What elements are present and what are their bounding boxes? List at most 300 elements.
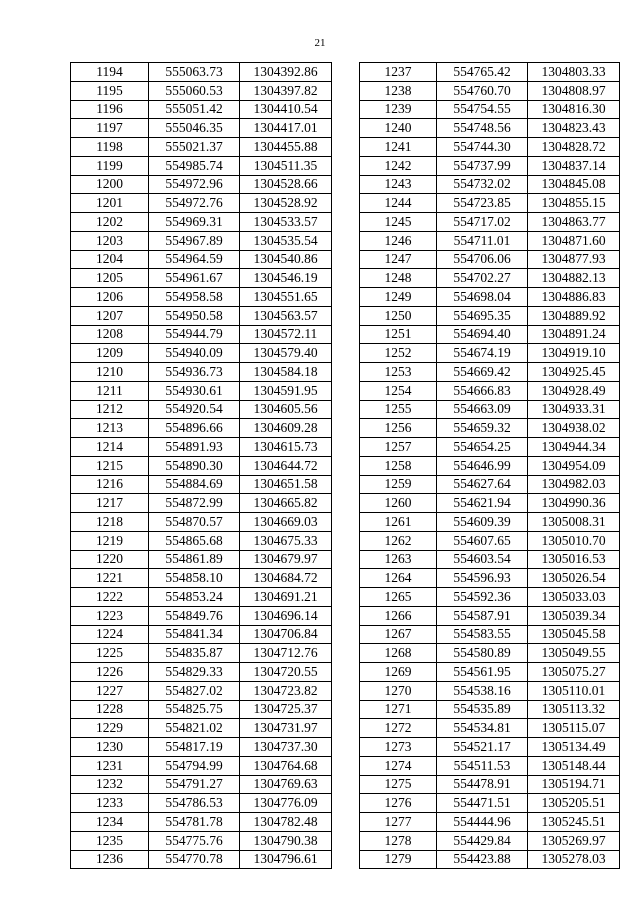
y-coordinate-cell: 1304796.61 [240, 850, 332, 869]
table-row [71, 738, 332, 757]
x-coordinate-cell: 554950.58 [149, 306, 240, 325]
x-coordinate-cell: 554592.36 [437, 588, 528, 607]
y-coordinate-cell: 1304417.01 [240, 119, 332, 138]
x-coordinate-cell: 554791.27 [149, 775, 240, 794]
y-coordinate-cell: 1304675.33 [240, 531, 332, 550]
point-number-cell: 1220 [71, 550, 149, 569]
y-coordinate-cell: 1304877.93 [528, 250, 620, 269]
x-coordinate-cell: 554669.42 [437, 363, 528, 382]
y-coordinate-cell: 1305269.97 [528, 831, 620, 850]
point-number-cell: 1240 [360, 119, 437, 138]
y-coordinate-cell: 1304928.49 [528, 381, 620, 400]
point-number-cell: 1202 [71, 213, 149, 232]
point-number-cell: 1213 [71, 419, 149, 438]
x-coordinate-cell: 554646.99 [437, 456, 528, 475]
point-number-cell: 1248 [360, 269, 437, 288]
y-coordinate-cell: 1304691.21 [240, 588, 332, 607]
table-row [71, 81, 332, 100]
table-row [360, 344, 620, 363]
point-number-cell: 1271 [360, 700, 437, 719]
table-row [360, 213, 620, 232]
point-number-cell: 1279 [360, 850, 437, 869]
point-number-cell: 1236 [71, 850, 149, 869]
table-row [71, 325, 332, 344]
table-row [71, 831, 332, 850]
point-number-cell: 1208 [71, 325, 149, 344]
y-coordinate-cell: 1305278.03 [528, 850, 620, 869]
table-row [71, 419, 332, 438]
x-coordinate-cell: 554964.59 [149, 250, 240, 269]
x-coordinate-cell: 554659.32 [437, 419, 528, 438]
y-coordinate-cell: 1304615.73 [240, 438, 332, 457]
y-coordinate-cell: 1304511.35 [240, 156, 332, 175]
page-number: 21 [314, 37, 326, 49]
y-coordinate-cell: 1304609.28 [240, 419, 332, 438]
point-number-cell: 1238 [360, 81, 437, 100]
table-row [71, 756, 332, 775]
x-coordinate-cell: 554872.99 [149, 494, 240, 513]
point-number-cell: 1263 [360, 550, 437, 569]
x-coordinate-cell: 554890.30 [149, 456, 240, 475]
table-row [71, 306, 332, 325]
point-number-cell: 1203 [71, 231, 149, 250]
point-number-cell: 1259 [360, 475, 437, 494]
table-row [71, 475, 332, 494]
point-number-cell: 1197 [71, 119, 149, 138]
y-coordinate-cell: 1304828.72 [528, 138, 620, 157]
point-number-cell: 1199 [71, 156, 149, 175]
table-row [360, 494, 620, 513]
point-number-cell: 1216 [71, 475, 149, 494]
y-coordinate-cell: 1304769.63 [240, 775, 332, 794]
point-number-cell: 1194 [71, 63, 149, 82]
x-coordinate-cell: 554748.56 [437, 119, 528, 138]
point-number-cell: 1223 [71, 606, 149, 625]
x-coordinate-cell: 554849.76 [149, 606, 240, 625]
x-coordinate-cell: 554663.09 [437, 400, 528, 419]
table-row [360, 531, 620, 550]
coordinates-table-left [70, 62, 332, 869]
y-coordinate-cell: 1304808.97 [528, 81, 620, 100]
table-row [360, 700, 620, 719]
point-number-cell: 1232 [71, 775, 149, 794]
y-coordinate-cell: 1305134.49 [528, 738, 620, 757]
table-row [71, 194, 332, 213]
y-coordinate-cell: 1305205.51 [528, 794, 620, 813]
table-row [71, 100, 332, 119]
point-number-cell: 1256 [360, 419, 437, 438]
y-coordinate-cell: 1304863.77 [528, 213, 620, 232]
table-row [71, 531, 332, 550]
x-coordinate-cell: 554694.40 [437, 325, 528, 344]
y-coordinate-cell: 1304605.56 [240, 400, 332, 419]
table-row [71, 606, 332, 625]
point-number-cell: 1235 [71, 831, 149, 850]
table-row [360, 325, 620, 344]
point-number-cell: 1225 [71, 644, 149, 663]
x-coordinate-cell: 554695.35 [437, 306, 528, 325]
y-coordinate-cell: 1304669.03 [240, 513, 332, 532]
point-number-cell: 1215 [71, 456, 149, 475]
x-coordinate-cell: 554865.68 [149, 531, 240, 550]
x-coordinate-cell: 554511.53 [437, 756, 528, 775]
table-row [71, 700, 332, 719]
x-coordinate-cell: 554429.84 [437, 831, 528, 850]
point-number-cell: 1218 [71, 513, 149, 532]
x-coordinate-cell: 555051.42 [149, 100, 240, 119]
x-coordinate-cell: 554825.75 [149, 700, 240, 719]
point-number-cell: 1200 [71, 175, 149, 194]
x-coordinate-cell: 554561.95 [437, 663, 528, 682]
y-coordinate-cell: 1305049.55 [528, 644, 620, 663]
x-coordinate-cell: 554580.89 [437, 644, 528, 663]
point-number-cell: 1233 [71, 794, 149, 813]
table-row [71, 344, 332, 363]
y-coordinate-cell: 1304651.58 [240, 475, 332, 494]
point-number-cell: 1273 [360, 738, 437, 757]
y-coordinate-cell: 1304855.15 [528, 194, 620, 213]
table-row [71, 794, 332, 813]
point-number-cell: 1250 [360, 306, 437, 325]
x-coordinate-cell: 554794.99 [149, 756, 240, 775]
x-coordinate-cell: 554666.83 [437, 381, 528, 400]
table-row [360, 63, 620, 82]
point-number-cell: 1252 [360, 344, 437, 363]
y-coordinate-cell: 1304803.33 [528, 63, 620, 82]
x-coordinate-cell: 554972.96 [149, 175, 240, 194]
y-coordinate-cell: 1304706.84 [240, 625, 332, 644]
point-number-cell: 1212 [71, 400, 149, 419]
x-coordinate-cell: 554609.39 [437, 513, 528, 532]
y-coordinate-cell: 1304392.86 [240, 63, 332, 82]
table-row [71, 288, 332, 307]
table-row [71, 513, 332, 532]
x-coordinate-cell: 554961.67 [149, 269, 240, 288]
table-row [71, 775, 332, 794]
table-row [360, 831, 620, 850]
table-row [360, 363, 620, 382]
x-coordinate-cell: 554967.89 [149, 231, 240, 250]
y-coordinate-cell: 1305115.07 [528, 719, 620, 738]
point-number-cell: 1237 [360, 63, 437, 82]
table-row [71, 494, 332, 513]
point-number-cell: 1253 [360, 363, 437, 382]
x-coordinate-cell: 554936.73 [149, 363, 240, 382]
point-number-cell: 1219 [71, 531, 149, 550]
x-coordinate-cell: 554920.54 [149, 400, 240, 419]
y-coordinate-cell: 1304776.09 [240, 794, 332, 813]
x-coordinate-cell: 554621.94 [437, 494, 528, 513]
y-coordinate-cell: 1305148.44 [528, 756, 620, 775]
x-coordinate-cell: 554896.66 [149, 419, 240, 438]
point-number-cell: 1221 [71, 569, 149, 588]
point-number-cell: 1244 [360, 194, 437, 213]
point-number-cell: 1246 [360, 231, 437, 250]
point-number-cell: 1247 [360, 250, 437, 269]
point-number-cell: 1227 [71, 681, 149, 700]
y-coordinate-cell: 1304533.57 [240, 213, 332, 232]
y-coordinate-cell: 1304933.31 [528, 400, 620, 419]
table-row [360, 569, 620, 588]
point-number-cell: 1249 [360, 288, 437, 307]
point-number-cell: 1230 [71, 738, 149, 757]
point-number-cell: 1226 [71, 663, 149, 682]
point-number-cell: 1268 [360, 644, 437, 663]
table-row [71, 456, 332, 475]
table-row [71, 438, 332, 457]
x-coordinate-cell: 554737.99 [437, 156, 528, 175]
y-coordinate-cell: 1304954.09 [528, 456, 620, 475]
point-number-cell: 1207 [71, 306, 149, 325]
y-coordinate-cell: 1304886.83 [528, 288, 620, 307]
y-coordinate-cell: 1304591.95 [240, 381, 332, 400]
table-row [360, 794, 620, 813]
x-coordinate-cell: 554829.33 [149, 663, 240, 682]
point-number-cell: 1214 [71, 438, 149, 457]
y-coordinate-cell: 1304816.30 [528, 100, 620, 119]
x-coordinate-cell: 554765.42 [437, 63, 528, 82]
y-coordinate-cell: 1305033.03 [528, 588, 620, 607]
y-coordinate-cell: 1304725.37 [240, 700, 332, 719]
x-coordinate-cell: 554853.24 [149, 588, 240, 607]
table-row [360, 119, 620, 138]
y-coordinate-cell: 1304679.97 [240, 550, 332, 569]
y-coordinate-cell: 1304665.82 [240, 494, 332, 513]
point-number-cell: 1196 [71, 100, 149, 119]
x-coordinate-cell: 554732.02 [437, 175, 528, 194]
x-coordinate-cell: 555060.53 [149, 81, 240, 100]
y-coordinate-cell: 1304990.36 [528, 494, 620, 513]
point-number-cell: 1195 [71, 81, 149, 100]
table-row [360, 419, 620, 438]
table-row [360, 81, 620, 100]
y-coordinate-cell: 1305008.31 [528, 513, 620, 532]
y-coordinate-cell: 1304882.13 [528, 269, 620, 288]
x-coordinate-cell: 554985.74 [149, 156, 240, 175]
y-coordinate-cell: 1304891.24 [528, 325, 620, 344]
table-row [360, 813, 620, 832]
point-number-cell: 1217 [71, 494, 149, 513]
x-coordinate-cell: 554884.69 [149, 475, 240, 494]
table-row [360, 756, 620, 775]
x-coordinate-cell: 554717.02 [437, 213, 528, 232]
point-number-cell: 1239 [360, 100, 437, 119]
point-number-cell: 1209 [71, 344, 149, 363]
table-row [71, 400, 332, 419]
x-coordinate-cell: 554723.85 [437, 194, 528, 213]
table-row [71, 644, 332, 663]
point-number-cell: 1205 [71, 269, 149, 288]
table-body-left [71, 63, 332, 869]
table-row [360, 175, 620, 194]
table-row [360, 400, 620, 419]
x-coordinate-cell: 554478.91 [437, 775, 528, 794]
table-row [71, 231, 332, 250]
y-coordinate-cell: 1304944.34 [528, 438, 620, 457]
point-number-cell: 1234 [71, 813, 149, 832]
table-row [360, 456, 620, 475]
y-coordinate-cell: 1304845.08 [528, 175, 620, 194]
x-coordinate-cell: 554781.78 [149, 813, 240, 832]
y-coordinate-cell: 1304535.54 [240, 231, 332, 250]
x-coordinate-cell: 554444.96 [437, 813, 528, 832]
x-coordinate-cell: 554698.04 [437, 288, 528, 307]
x-coordinate-cell: 554930.61 [149, 381, 240, 400]
y-coordinate-cell: 1304737.30 [240, 738, 332, 757]
point-number-cell: 1266 [360, 606, 437, 625]
x-coordinate-cell: 554940.09 [149, 344, 240, 363]
table-row [360, 606, 620, 625]
table-row [360, 100, 620, 119]
point-number-cell: 1231 [71, 756, 149, 775]
y-coordinate-cell: 1304938.02 [528, 419, 620, 438]
point-number-cell: 1242 [360, 156, 437, 175]
table-row [360, 588, 620, 607]
table-row [360, 306, 620, 325]
table-row [360, 513, 620, 532]
x-coordinate-cell: 554817.19 [149, 738, 240, 757]
y-coordinate-cell: 1305045.58 [528, 625, 620, 644]
table-row [71, 550, 332, 569]
point-number-cell: 1278 [360, 831, 437, 850]
y-coordinate-cell: 1304528.92 [240, 194, 332, 213]
y-coordinate-cell: 1304551.65 [240, 288, 332, 307]
table-row [360, 231, 620, 250]
x-coordinate-cell: 554958.58 [149, 288, 240, 307]
x-coordinate-cell: 554760.70 [437, 81, 528, 100]
x-coordinate-cell: 554891.93 [149, 438, 240, 457]
y-coordinate-cell: 1304584.18 [240, 363, 332, 382]
point-number-cell: 1201 [71, 194, 149, 213]
x-coordinate-cell: 554471.51 [437, 794, 528, 813]
point-number-cell: 1265 [360, 588, 437, 607]
point-number-cell: 1224 [71, 625, 149, 644]
x-coordinate-cell: 554534.81 [437, 719, 528, 738]
table-row [71, 213, 332, 232]
table-row [360, 194, 620, 213]
point-number-cell: 1228 [71, 700, 149, 719]
y-coordinate-cell: 1305010.70 [528, 531, 620, 550]
y-coordinate-cell: 1304563.57 [240, 306, 332, 325]
y-coordinate-cell: 1305039.34 [528, 606, 620, 625]
table-row [360, 719, 620, 738]
table-row [71, 63, 332, 82]
table-row [71, 663, 332, 682]
y-coordinate-cell: 1305113.32 [528, 700, 620, 719]
point-number-cell: 1264 [360, 569, 437, 588]
point-number-cell: 1260 [360, 494, 437, 513]
table-row [71, 381, 332, 400]
point-number-cell: 1257 [360, 438, 437, 457]
table-row [71, 625, 332, 644]
x-coordinate-cell: 554603.54 [437, 550, 528, 569]
point-number-cell: 1210 [71, 363, 149, 382]
point-number-cell: 1272 [360, 719, 437, 738]
x-coordinate-cell: 554835.87 [149, 644, 240, 663]
table-row [360, 288, 620, 307]
x-coordinate-cell: 554535.89 [437, 700, 528, 719]
table-body-right [360, 63, 620, 869]
table-row [360, 381, 620, 400]
x-coordinate-cell: 554861.89 [149, 550, 240, 569]
x-coordinate-cell: 554711.01 [437, 231, 528, 250]
y-coordinate-cell: 1304579.40 [240, 344, 332, 363]
table-row [360, 775, 620, 794]
table-row [360, 438, 620, 457]
table-row [71, 588, 332, 607]
y-coordinate-cell: 1304731.97 [240, 719, 332, 738]
y-coordinate-cell: 1305026.54 [528, 569, 620, 588]
x-coordinate-cell: 554744.30 [437, 138, 528, 157]
table-row [360, 156, 620, 175]
x-coordinate-cell: 554944.79 [149, 325, 240, 344]
point-number-cell: 1258 [360, 456, 437, 475]
y-coordinate-cell: 1305194.71 [528, 775, 620, 794]
x-coordinate-cell: 554423.88 [437, 850, 528, 869]
table-row [360, 644, 620, 663]
point-number-cell: 1275 [360, 775, 437, 794]
y-coordinate-cell: 1304540.86 [240, 250, 332, 269]
point-number-cell: 1261 [360, 513, 437, 532]
point-number-cell: 1251 [360, 325, 437, 344]
x-coordinate-cell: 554841.34 [149, 625, 240, 644]
point-number-cell: 1204 [71, 250, 149, 269]
x-coordinate-cell: 554821.02 [149, 719, 240, 738]
x-coordinate-cell: 554775.76 [149, 831, 240, 850]
table-row [360, 681, 620, 700]
point-number-cell: 1255 [360, 400, 437, 419]
point-number-cell: 1269 [360, 663, 437, 682]
table-row [71, 850, 332, 869]
point-number-cell: 1241 [360, 138, 437, 157]
table-row [360, 138, 620, 157]
y-coordinate-cell: 1305245.51 [528, 813, 620, 832]
y-coordinate-cell: 1304871.60 [528, 231, 620, 250]
y-coordinate-cell: 1304782.48 [240, 813, 332, 832]
table-row [360, 738, 620, 757]
x-coordinate-cell: 554827.02 [149, 681, 240, 700]
x-coordinate-cell: 554969.31 [149, 213, 240, 232]
x-coordinate-cell: 554587.91 [437, 606, 528, 625]
y-coordinate-cell: 1304982.03 [528, 475, 620, 494]
y-coordinate-cell: 1305016.53 [528, 550, 620, 569]
point-number-cell: 1277 [360, 813, 437, 832]
y-coordinate-cell: 1304696.14 [240, 606, 332, 625]
y-coordinate-cell: 1304455.88 [240, 138, 332, 157]
y-coordinate-cell: 1304723.82 [240, 681, 332, 700]
point-number-cell: 1229 [71, 719, 149, 738]
y-coordinate-cell: 1304919.10 [528, 344, 620, 363]
x-coordinate-cell: 554754.55 [437, 100, 528, 119]
table-row [71, 813, 332, 832]
x-coordinate-cell: 555063.73 [149, 63, 240, 82]
y-coordinate-cell: 1304397.82 [240, 81, 332, 100]
table-row [71, 719, 332, 738]
y-coordinate-cell: 1304528.66 [240, 175, 332, 194]
point-number-cell: 1267 [360, 625, 437, 644]
table-row [71, 156, 332, 175]
x-coordinate-cell: 554972.76 [149, 194, 240, 213]
x-coordinate-cell: 554654.25 [437, 438, 528, 457]
x-coordinate-cell: 554870.57 [149, 513, 240, 532]
x-coordinate-cell: 554786.53 [149, 794, 240, 813]
table-row [360, 850, 620, 869]
point-number-cell: 1262 [360, 531, 437, 550]
y-coordinate-cell: 1304790.38 [240, 831, 332, 850]
table-row [360, 475, 620, 494]
table-row [360, 663, 620, 682]
x-coordinate-cell: 554702.27 [437, 269, 528, 288]
